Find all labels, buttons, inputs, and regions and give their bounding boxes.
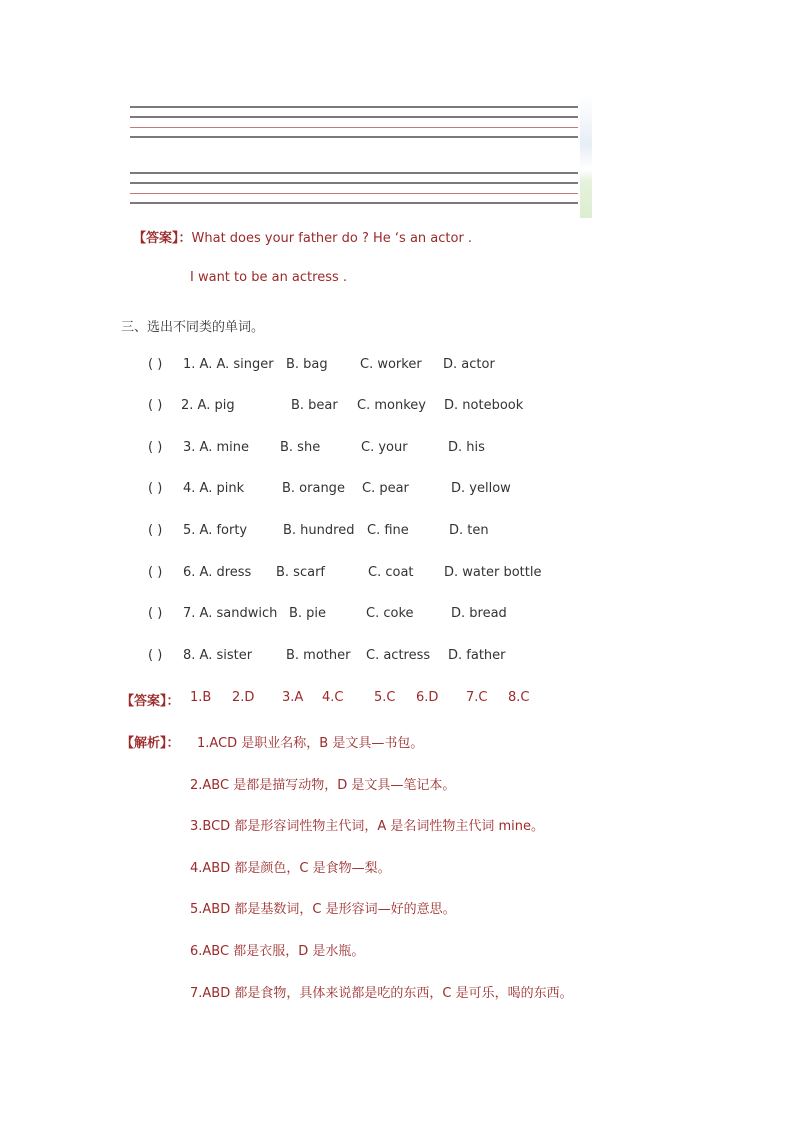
answer-item: 4.C (322, 690, 344, 705)
decorative-image-edge (580, 96, 592, 218)
analysis-line: 4.ABD 都是颜色，C 是食物—梨。 (190, 861, 391, 876)
question-option-a: 6. A. dress (183, 565, 252, 580)
answer-label: 【答案】： (133, 231, 192, 246)
writing-line (130, 202, 578, 204)
question-option-d: D. actor (443, 357, 495, 372)
question-paren: ( ) (148, 398, 163, 413)
writing-line-red (130, 193, 578, 194)
question-option-c: C. actress (366, 648, 431, 663)
question-paren: ( ) (148, 440, 163, 455)
question-option-c: C. pear (362, 481, 409, 496)
question-option-d: D. notebook (444, 398, 524, 413)
question-option-d: D. father (448, 648, 506, 663)
writing-line (130, 116, 578, 118)
answer-block-1 (133, 227, 472, 246)
question-option-a: 5. A. forty (183, 523, 248, 538)
question-option-a: 3. A. mine (183, 440, 249, 455)
question-option-d: D. his (448, 440, 485, 455)
section-heading: 三、选出不同类的单词。 (121, 320, 265, 335)
answer-block-2 (121, 690, 180, 709)
answer-item: 8.C (508, 690, 530, 705)
question-option-d: D. yellow (451, 481, 511, 496)
question-option-c: C. coke (366, 606, 414, 621)
question-option-a: 1. A. A. singer (183, 357, 274, 372)
writing-line (130, 182, 578, 184)
analysis-line: 5.ABD 都是基数词，C 是形容词—好的意思。 (190, 902, 456, 917)
question-paren: ( ) (148, 606, 163, 621)
question-option-c: C. coat (368, 565, 414, 580)
answer-line-2: I want to be an actress . (190, 270, 348, 285)
question-option-b: B. she (280, 440, 321, 455)
question-option-a: 8. A. sister (183, 648, 253, 663)
answer-label: 【答案】： (121, 694, 180, 709)
answer-item: 6.D (416, 690, 439, 705)
question-option-c: C. worker (360, 357, 422, 372)
question-paren: ( ) (148, 481, 163, 496)
answer-item: 5.C (374, 690, 396, 705)
question-option-b: B. orange (282, 481, 345, 496)
question-option-b: B. bear (291, 398, 338, 413)
analysis-line: 3.BCD 都是形容词性物主代词，A 是名词性物主代词 mine。 (190, 819, 544, 834)
answer-item: 7.C (466, 690, 488, 705)
question-option-c: C. fine (367, 523, 409, 538)
analysis-line: 2.ABC 是都是描写动物，D 是文具—笔记本。 (190, 778, 456, 793)
question-option-c: C. your (361, 440, 408, 455)
question-option-a: 7. A. sandwich (183, 606, 278, 621)
question-option-d: D. ten (449, 523, 489, 538)
analysis-label-wrap (121, 732, 180, 751)
question-option-a: 4. A. pink (183, 481, 245, 496)
analysis-line: 7.ABD 都是食物，具体来说都是吃的东西，C 是可乐，喝的东西。 (190, 986, 573, 1001)
answer-item: 3.A (282, 690, 304, 705)
question-option-b: B. scarf (276, 565, 325, 580)
question-paren: ( ) (148, 648, 163, 663)
question-option-b: B. hundred (283, 523, 355, 538)
question-paren: ( ) (148, 357, 163, 372)
analysis-line: 6.ABC 都是衣服，D 是水瓶。 (190, 944, 365, 959)
question-option-b: B. bag (286, 357, 328, 372)
question-paren: ( ) (148, 565, 163, 580)
answer-line-1: What does your father do ? He ‘s an actor . (191, 231, 473, 246)
question-option-a: 2. A. pig (181, 398, 235, 413)
writing-line (130, 106, 578, 108)
question-option-b: B. pie (289, 606, 327, 621)
analysis-line: 1.ACD 是职业名称，B 是文具—书包。 (197, 736, 424, 751)
writing-line (130, 172, 578, 174)
question-option-d: D. bread (451, 606, 507, 621)
analysis-label: 【解析】： (121, 736, 180, 751)
writing-line (130, 136, 578, 138)
writing-line-red (130, 127, 578, 128)
question-option-c: C. monkey (357, 398, 426, 413)
question-option-d: D. water bottle (444, 565, 542, 580)
question-paren: ( ) (148, 523, 163, 538)
question-option-b: B. mother (286, 648, 351, 663)
answer-item: 1.B (190, 690, 212, 705)
answer-item: 2.D (232, 690, 255, 705)
